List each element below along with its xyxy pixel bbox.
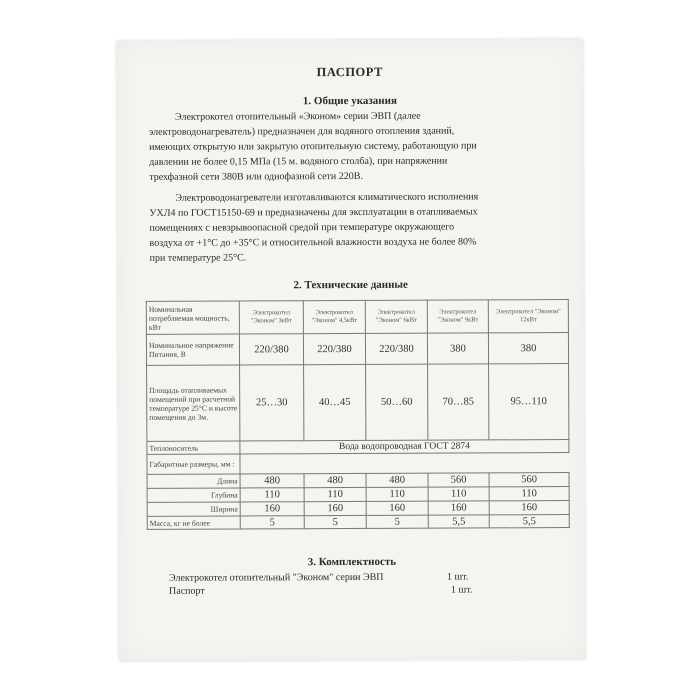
model-header: Электрокотел "Эконом" 4,5кВт xyxy=(303,300,365,333)
table-row xyxy=(147,364,569,442)
text-line: имеющих открытую или закрытую отопительную систему, работающую при xyxy=(149,140,477,153)
table-cell: 5,5 xyxy=(489,515,569,528)
table-cell: 110 xyxy=(240,488,304,502)
row-label: Номинальное напряжение Питания, В xyxy=(146,334,239,365)
coolant-cell: Вода водопроводная ГОСТ 2874 xyxy=(240,440,569,454)
text-line: воздуха от +1°С до +35°С и относительной влажности воздуха не более 80% xyxy=(149,236,477,249)
table-cell: 110 xyxy=(489,487,569,501)
item-quantity: 1 шт. xyxy=(451,584,473,596)
model-header: Электрокотел "Эконом" 3кВт xyxy=(239,301,303,334)
table-cell: 220/380 xyxy=(239,334,303,365)
table-cell: 110 xyxy=(304,487,366,501)
table-row xyxy=(147,453,569,475)
model-header: Электрокотел "Эконом" 6кВт xyxy=(365,300,427,333)
passport-page xyxy=(117,39,586,661)
table-row xyxy=(147,515,569,530)
table-cell: 160 xyxy=(428,501,489,515)
table-row xyxy=(146,333,568,366)
item-name: Электрокотел отопительный "Эконом" серии ЭВП xyxy=(168,571,384,584)
table-cell: 110 xyxy=(428,487,489,501)
section-3-heading: 3. Комплектность xyxy=(307,555,397,569)
completeness-list xyxy=(169,570,569,598)
section-1-paragraph-2 xyxy=(149,189,567,266)
text-line: при температуре 25°С. xyxy=(149,252,247,264)
section-1-paragraph-1 xyxy=(149,108,567,185)
text-line: электроводонагреватель) предназначен для водяного отопления зданий, xyxy=(149,125,455,138)
text-line: Электрокотел отопительный «Эконом» серии ЭВП (далее xyxy=(174,110,421,123)
table-cell: 160 xyxy=(489,501,569,515)
table-cell: 5 xyxy=(304,515,366,528)
table-cell: 5 xyxy=(240,516,304,529)
table-cell: 480 xyxy=(304,473,366,487)
table-cell: 560 xyxy=(428,473,489,487)
row-label: Масса, кг не более xyxy=(147,516,240,529)
page-title: ПАСПОРТ xyxy=(316,64,383,80)
text-line: помещениях с невзрывоопасной средой при температуре окружающего xyxy=(149,221,455,234)
table-cell: 160 xyxy=(304,501,366,515)
table-cell: 480 xyxy=(366,473,428,487)
table-cell: 5,5 xyxy=(428,515,489,528)
table-cell: 220/380 xyxy=(303,333,365,364)
text-line: трехфазной сети 380В или однофазной сети 220В. xyxy=(149,170,363,183)
table-cell: 380 xyxy=(488,333,568,364)
text-line: давлении не более 0,15 МПа (15 м. водяного столба), при напряжении xyxy=(149,155,448,168)
technical-data-table xyxy=(146,299,570,530)
list-item xyxy=(169,583,569,598)
table-cell: 220/380 xyxy=(365,333,427,364)
row-label: Габаритные размеры, мм : xyxy=(147,454,240,474)
row-label: Площадь отапливаемых помещений при расчетной температуре 25°С и высоте помещения до 3м. xyxy=(147,365,240,441)
table-cell: 560 xyxy=(489,473,569,487)
section-1-heading: 1. Общие указания xyxy=(302,94,397,108)
table-header-row xyxy=(146,300,568,335)
model-header: Электрокотел "Эконом" 12кВт xyxy=(488,300,568,333)
row-label: Длина xyxy=(147,474,240,488)
section-2-heading: 2. Технические данные xyxy=(293,278,408,292)
item-quantity: 1 шт. xyxy=(446,571,469,583)
header-label-cell: Номинальная потребляемая мощность, кВт xyxy=(146,301,239,334)
table-cell: 50…60 xyxy=(366,364,428,440)
table-cell: 5 xyxy=(366,515,428,528)
text-line: УХЛ4 по ГОСТ15150-69 и предназначены для эксплуатации в отапливаемых xyxy=(149,206,478,219)
table-cell: 70…85 xyxy=(428,364,489,440)
row-label: Глубина xyxy=(147,488,240,502)
table-cell: 380 xyxy=(427,333,488,364)
text-line: Электроводонагреватели изготавливаются климатического исполнения xyxy=(175,191,479,204)
model-header: Электрокотел "Эконом" 9кВт xyxy=(427,300,488,333)
table-cell: 160 xyxy=(240,502,304,516)
item-name: Паспорт xyxy=(169,585,205,597)
row-label: Теплоноситель xyxy=(147,441,240,454)
table-cell: 25…30 xyxy=(240,365,304,441)
table-cell: 160 xyxy=(366,501,428,515)
table-cell: 40…45 xyxy=(304,364,366,440)
row-label: Ширина xyxy=(147,502,240,516)
table-cell: 95…110 xyxy=(489,364,569,440)
table-cell: 110 xyxy=(366,487,428,501)
table-cell: 480 xyxy=(240,474,304,488)
